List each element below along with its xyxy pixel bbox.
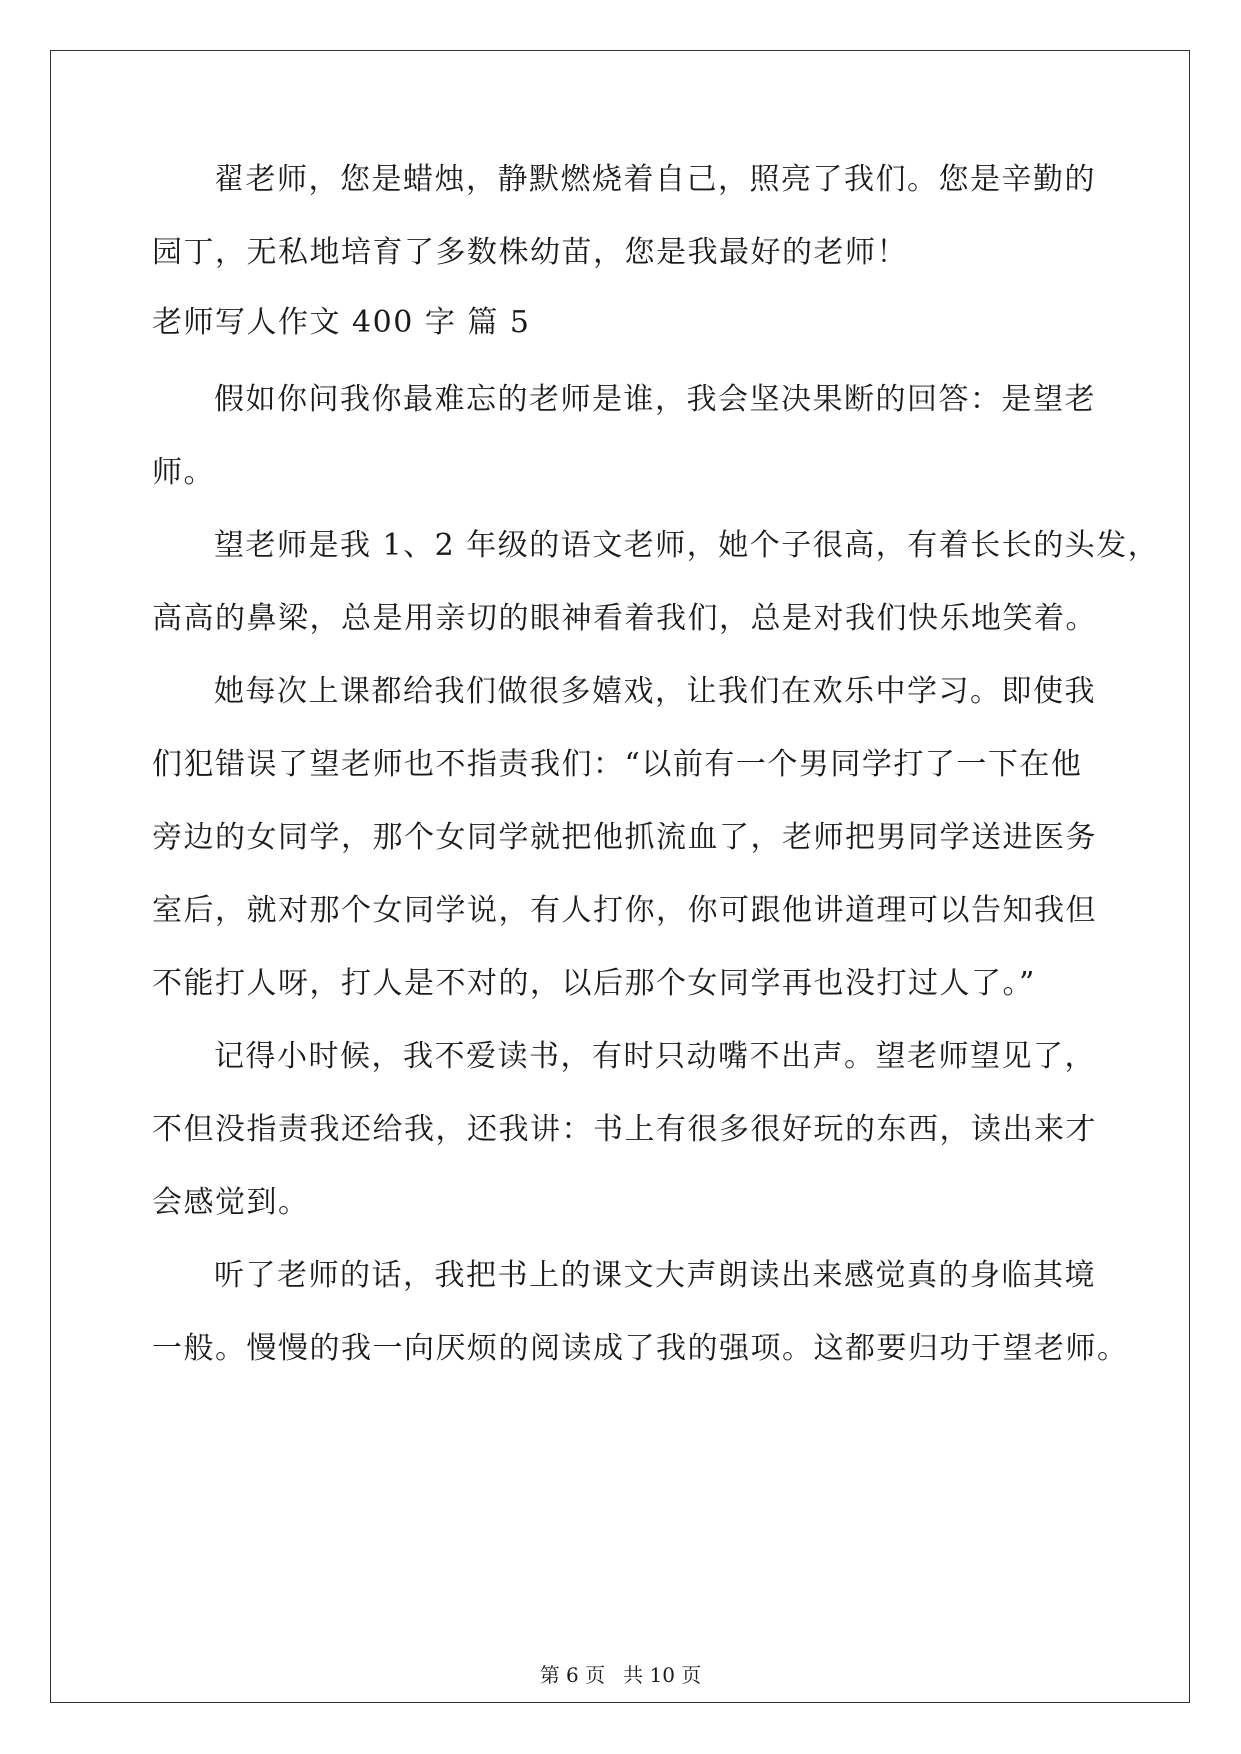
paragraph-line: 她每次上课都给我们做很多嬉戏，让我们在欢乐中学习。即使我 (214, 674, 1096, 709)
page-number-current: 第 6 页 (539, 1663, 606, 1687)
paragraph-line: 望老师是我 1、2 年级的语文老师，她个子很高，有着长长的头发， (214, 528, 1160, 563)
page-number-total: 共 10 页 (623, 1663, 702, 1687)
paragraph-line: 们犯错误了望老师也不指责我们：“以前有一个男同学打了一下在他 (152, 747, 1083, 782)
paragraph-line: 翟老师，您是蜡烛，静默燃烧着自己，照亮了我们。您是辛勤的 (214, 162, 1096, 197)
section-heading: 老师写人作文 400 字 篇 5 (152, 305, 531, 340)
paragraph-line: 会感觉到。 (152, 1185, 310, 1220)
paragraph-line: 园丁，无私地培育了多数株幼苗，您是我最好的老师！ (152, 235, 908, 270)
paragraph-line: 旁边的女同学，那个女同学就把他抓流血了，老师把男同学送进医务 (152, 820, 1097, 855)
paragraph-line: 假如你问我你最难忘的老师是谁，我会坚决果断的回答：是望老 (214, 382, 1096, 417)
paragraph-line: 不能打人呀，打人是不对的，以后那个女同学再也没打过人了。” (152, 966, 1036, 1001)
paragraph-line: 听了老师的话，我把书上的课文大声朗读出来感觉真的身临其境 (214, 1258, 1096, 1293)
paragraph-line: 高高的鼻梁，总是用亲切的眼神看着我们，总是对我们快乐地笑着。 (152, 601, 1097, 636)
page-border (50, 50, 1190, 1703)
paragraph-line: 不但没指责我还给我，还我讲：书上有很多很好玩的东西，读出来才 (152, 1112, 1097, 1147)
page-footer (0, 1663, 1241, 1687)
paragraph-line: 师。 (152, 455, 215, 490)
paragraph-line: 记得小时候，我不爱读书，有时只动嘴不出声。望老师望见了， (214, 1039, 1096, 1074)
paragraph-line: 室后，就对那个女同学说，有人打你，你可跟他讲道理可以告知我但 (152, 893, 1097, 928)
paragraph-line: 一般。慢慢的我一向厌烦的阅读成了我的强项。这都要归功于望老师。 (152, 1331, 1129, 1366)
